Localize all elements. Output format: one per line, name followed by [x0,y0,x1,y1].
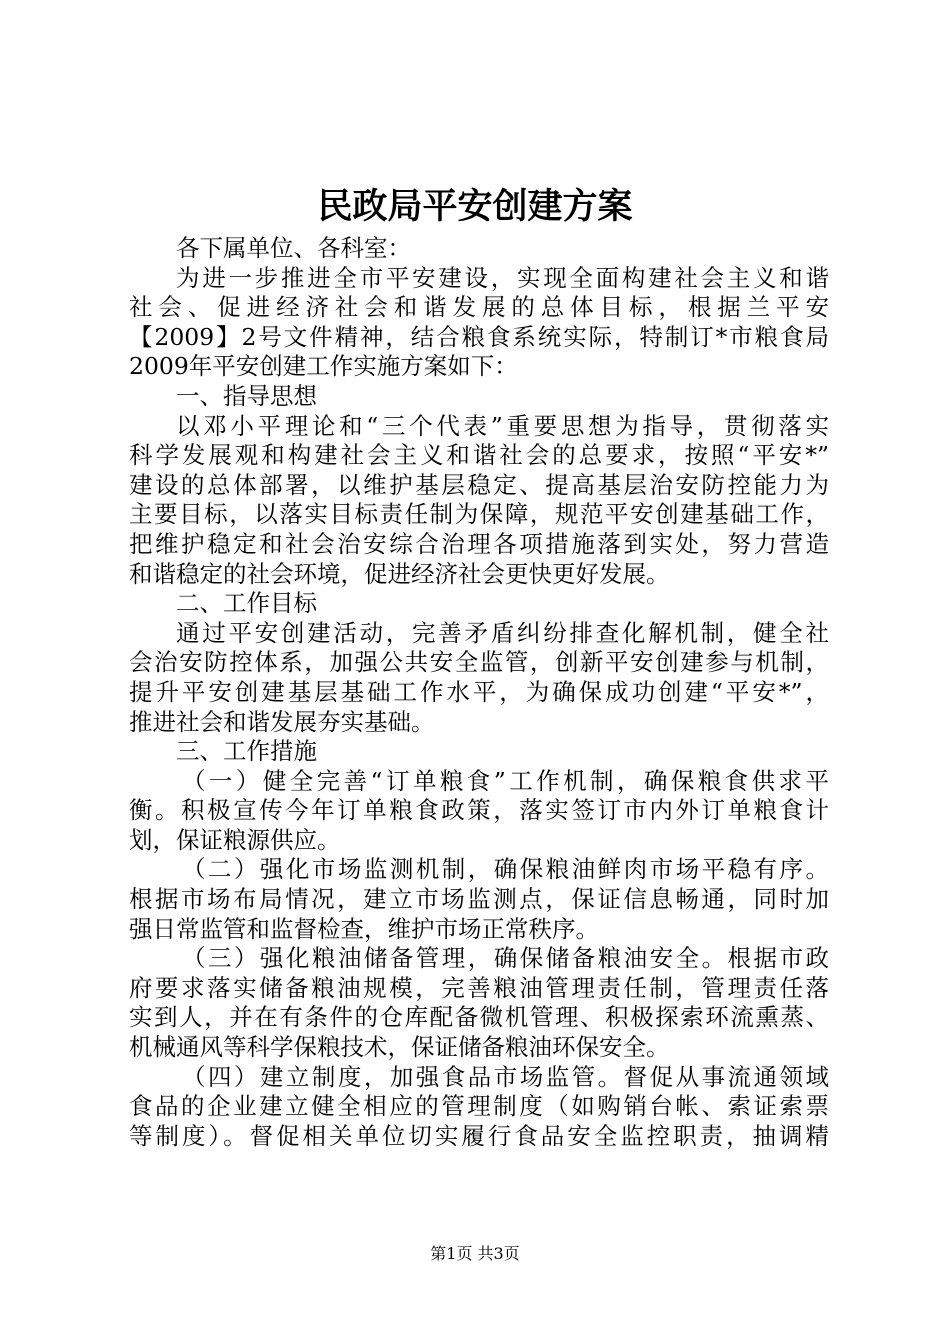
text-line: 2009年平安创建工作实施方案如下： [129,352,518,381]
text-line: （四）建立制度，加强食品市场监管。督促从事流通领域 [182,1062,829,1091]
text-line: 三、工作措施 [176,737,317,766]
text-line: 把维护稳定和社会治安综合治理各项措施落到实处，努力营造 [129,529,829,558]
text-line: 衡。积极宣传今年订单粮食政策，落实签订市内外订单粮食计 [129,796,829,825]
text-line: 社会、促进经济社会和谐发展的总体目标，根据兰平安 [129,293,829,322]
text-line: 强日常监管和监督检查，维护市场正常秩序。 [129,914,599,943]
text-line: 划，保证粮源供应。 [129,825,341,854]
text-line: （一）健全完善“订单粮食”工作机制，确保粮食供求平 [182,766,829,795]
text-line: 提升平安创建基层基础工作水平，为确保成功创建“平安*”， [129,677,829,706]
text-line: 一、指导思想 [176,381,317,410]
document-title: 民政局平安创建方案 [317,186,633,227]
text-line: 主要目标，以落实目标责任制为保障，规范平安创建基础工作， [129,500,829,529]
text-line: 【2009】2号文件精神，结合粮食系统实际，特制订*市粮食局 [129,322,829,351]
text-line: 二、工作目标 [176,589,317,618]
text-line: 和谐稳定的社会环境，促进经济社会更快更好发展。 [129,559,670,588]
text-line: 通过平安创建活动，完善矛盾纠纷排查化解机制，健全社 [176,618,829,647]
document-body [129,234,829,1151]
text-line: 各下属单位、各科室： [176,234,411,262]
page-footer: 第1页 共3页 [430,1244,520,1263]
text-line: 会治安防控体系，加强公共安全监管，创新平安创建参与机制， [129,648,829,677]
text-line: 建设的总体部署，以维护基层稳定、提高基层治安防控能力为 [129,470,829,499]
text-line: 实到人，并在有条件的仓库配备微机管理、积极探索环流熏蒸、 [129,1003,829,1032]
text-line: 食品的企业建立健全相应的管理制度（如购销台帐、索证索票 [129,1092,829,1121]
text-line: 府要求落实储备粮油规模，完善粮油管理责任制，管理责任落 [129,973,829,1002]
text-line: 以邓小平理论和“三个代表”重要思想为指导，贯彻落实 [176,411,829,440]
text-line: 根据市场布局情况，建立市场监测点，保证信息畅通，同时加 [129,885,829,914]
text-line: 推进社会和谐发展夯实基础。 [129,707,435,736]
text-line: 为进一步推进全市平安建设，实现全面构建社会主义和谐 [176,263,829,292]
text-line: 科学发展观和构建社会主义和谐社会的总要求，按照“平安*” [129,441,829,470]
text-line: 机械通风等科学保粮技术，保证储备粮油环保安全。 [129,1033,670,1062]
text-line: 等制度）。督促相关单位切实履行食品安全监控职责，抽调精 [129,1121,829,1150]
text-line: （三）强化粮油储备管理，确保储备粮油安全。根据市政 [182,944,829,973]
text-line: （二）强化市场监测机制，确保粮油鲜肉市场平稳有序。 [182,855,829,884]
